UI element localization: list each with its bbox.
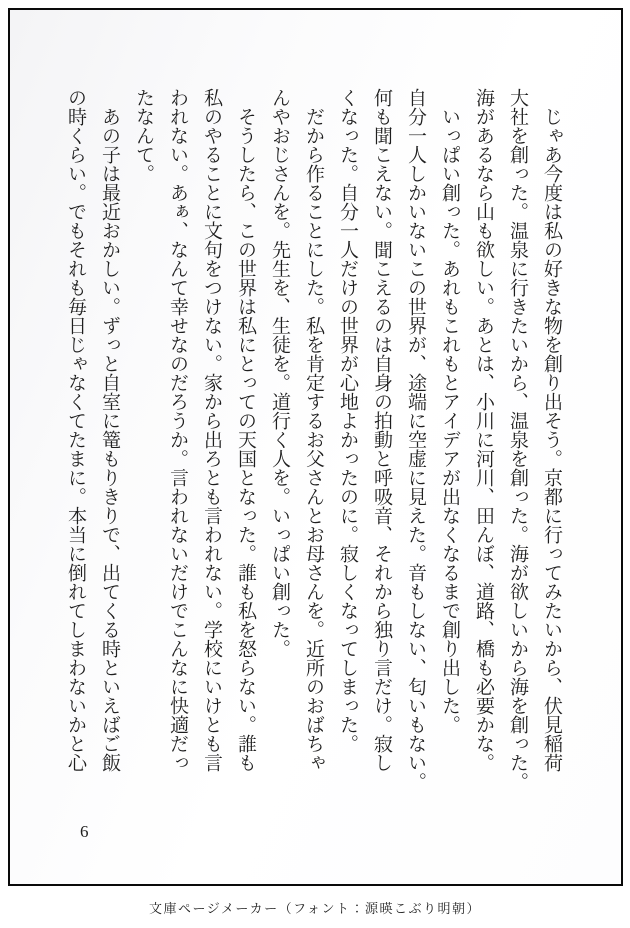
text-column: だから作ることにした。私を肯定するお父さんとお母さんを。近所のおばちゃ (303, 88, 324, 772)
text-column: 自分一人しかいないこの世界が、途端に空虚に見えた。音もしない、匂いもない。 (405, 88, 426, 791)
text-column: の時くらい。でもそれも毎日じゃなくてたまに。本当に倒れてしまわないかと心 (65, 88, 86, 772)
text-column: 大社を創った。温泉に行きたいから、温泉を創った。海が欲しいから海を創った。 (507, 88, 528, 791)
text-column: たなんて。 (133, 88, 154, 183)
generator-caption: 文庫ページメーカー（フォント：源暎こぶり明朝） (149, 900, 481, 916)
footer-bar (0, 886, 630, 928)
text-column: んやおじさんを。先生を、生徒を。道行く人を。いっぱい創った。 (269, 88, 290, 658)
text-column: いっぱい創った。あれもこれもとアイデアが出なくなるまで創り出した。 (439, 88, 460, 734)
text-column: そうしたら、この世界は私にとっての天国となった。誰も私を怒らない。誰も (235, 88, 256, 772)
text-column: くなった。自分一人だけの世界が心地よかったのに。寂しくなってしまった。 (337, 88, 358, 753)
book-page (8, 8, 623, 886)
text-column: じゃあ今度は私の好きな物を創り出そう。京都に行ってみたいから、伏見稲荷 (541, 88, 562, 772)
text-column: 私のやることに文句をつけない。家から出ろとも言われない。学校にいけとも言 (201, 88, 222, 772)
vertical-text-body (58, 88, 568, 794)
page-number: 6 (80, 822, 89, 841)
text-column: われない。あぁ、なんて幸せなのだろうか。言われないだけでこんなに快適だっ (167, 88, 188, 772)
text-column: 海があるなら山も欲しい。あとは、小川に河川、田んぼ、道路、橋も必要かな。 (473, 88, 494, 772)
text-column: あの子は最近おかしい。ずっと自室に篭もりきりで、出てくる時といえばご飯 (99, 88, 120, 772)
text-column: 何も聞こえない。聞こえるのは自身の拍動と呼吸音、それから独り言だけ。寂し (371, 88, 392, 772)
